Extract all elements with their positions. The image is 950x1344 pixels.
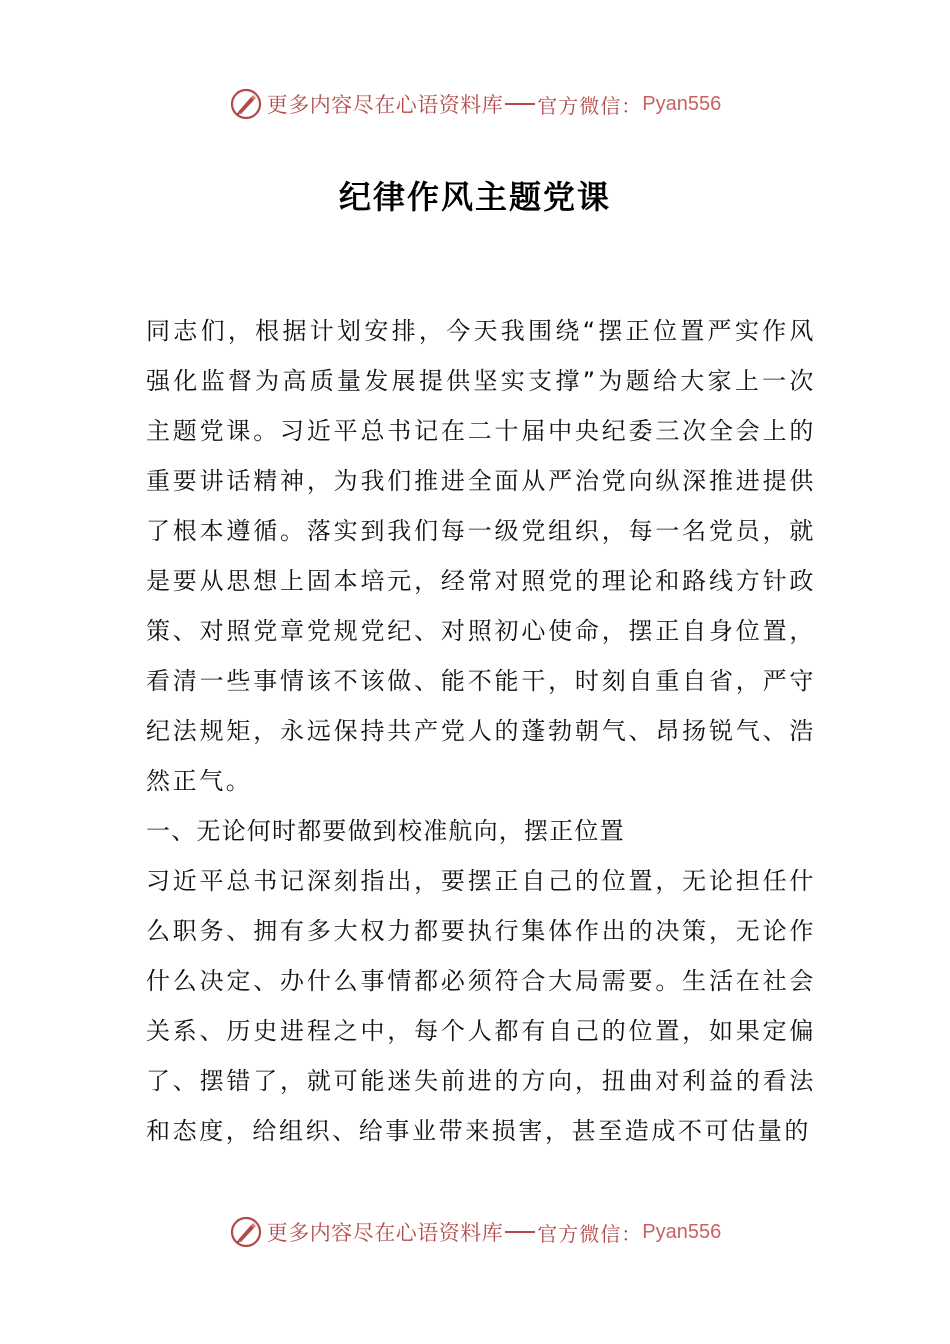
section-heading: 一、无论何时都要做到校准航向，摆正位置 bbox=[146, 817, 625, 845]
watermark-wechat-label: 官方微信： bbox=[537, 1221, 643, 1246]
footer-watermark-banner bbox=[0, 1210, 950, 1254]
section-paragraph: 习近平总书记深刻指出，要摆正自己的位置，无论担任什么职务、拥有多大权力都要执行集体作出的决策，无论作什么决定、办什么事情都必须符合大局需要。生活在社会关系、历史进程之中，每个人都有自己的位置，如果定偏了、摆错了，就可能迷失前进的方向，扭曲对利益的看法和态度，给组织、给事业带来损害，甚至造成不可估量的 bbox=[146, 867, 816, 1145]
pen-logo-icon bbox=[229, 87, 263, 121]
header-watermark-banner bbox=[0, 82, 950, 126]
watermark-site-name: 更多内容尽在心语资料库 bbox=[266, 1221, 504, 1245]
watermark-wechat-label: 官方微信： bbox=[537, 93, 643, 118]
pen-logo-icon bbox=[229, 1215, 263, 1249]
watermark-wechat-id: Pyan556 bbox=[642, 92, 722, 115]
watermark-wechat-id: Pyan556 bbox=[642, 1220, 722, 1243]
watermark-dash bbox=[505, 103, 535, 105]
document-title: 纪律作风主题党课 bbox=[338, 178, 611, 216]
intro-paragraph: 同志们，根据计划安排，今天我围绕“摆正位置严实作风强化监督为高质量发展提供坚实支撑”为题给大家上一次主题党课。习近平总书记在二十届中央纪委三次全会上的重要讲话精神，为我们推进全面从严治党向纵深推进提供了根本遵循。落实到我们每一级党组织，每一名党员，就是要从思想上固本培元，经常对照党的理论和路线方针政策、对照党章党规党纪、对照初心使命，摆正自身位置，看清一些事情该不该做、能不能干，时刻自重自省，严守纪法规矩，永远保持共产党人的蓬勃朝气、昂扬锐气、浩然正气。 bbox=[146, 317, 816, 795]
document-body bbox=[146, 306, 816, 1156]
watermark-dash bbox=[505, 1231, 535, 1233]
watermark-site-name: 更多内容尽在心语资料库 bbox=[266, 93, 504, 117]
